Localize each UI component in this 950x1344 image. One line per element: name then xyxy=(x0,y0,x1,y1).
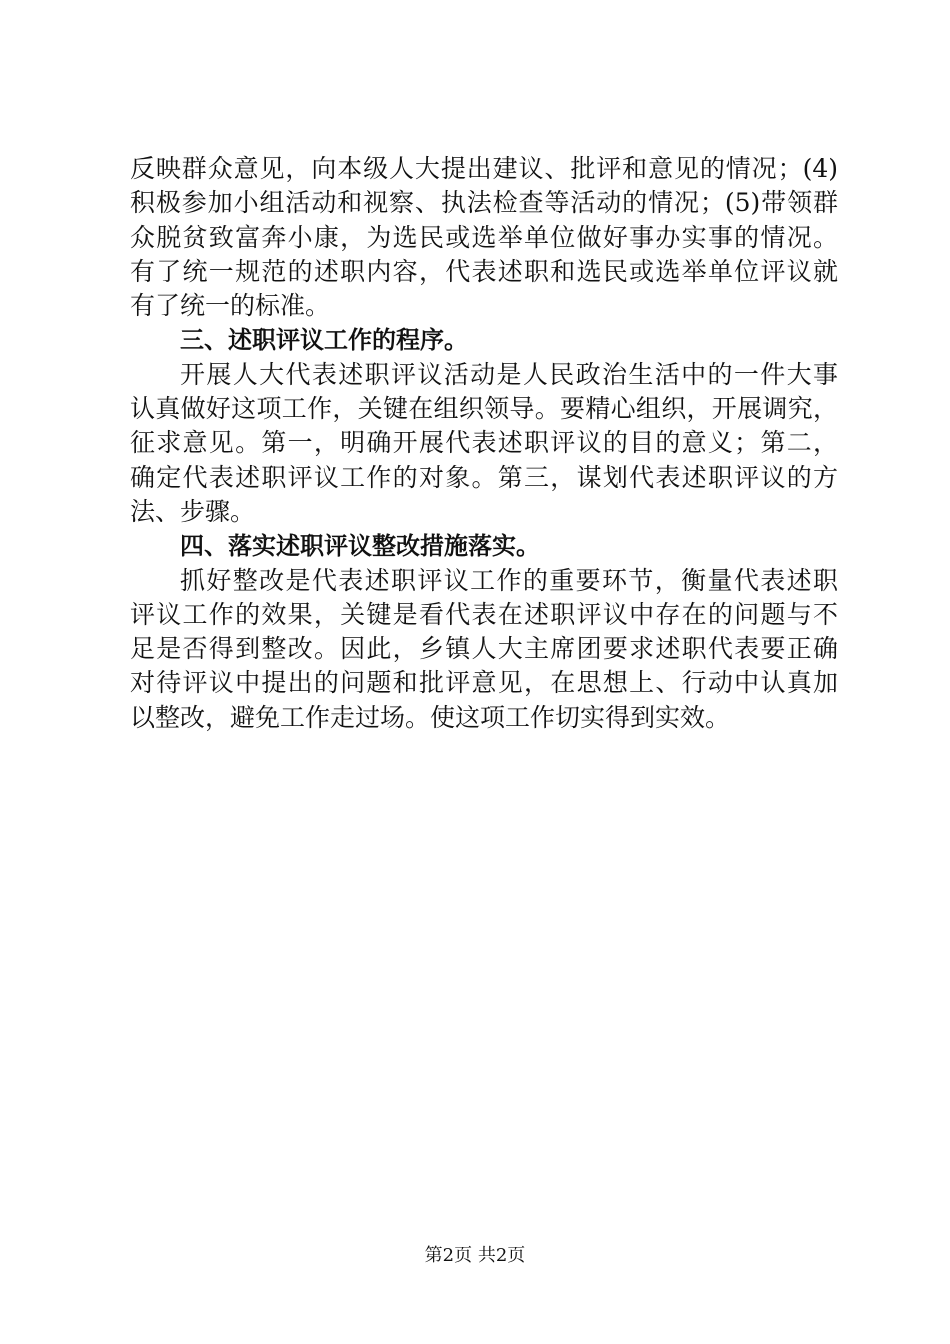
body-line: 开展人大代表述职评议活动是人民政治生活中的一件大事 xyxy=(180,359,838,389)
section-heading-3: 三、述职评议工作的程序。 xyxy=(180,326,468,355)
body-line: 认真做好这项工作，关键在组织领导。要精心组织，开展调究， xyxy=(130,394,838,424)
body-line: 法、步骤。 xyxy=(130,496,256,526)
body-line: 足是否得到整改。因此，乡镇人大主席团要求述职代表要正确 xyxy=(130,634,838,664)
body-line: 抓好整改是代表述职评议工作的重要环节，衡量代表述职 xyxy=(180,565,838,595)
body-line: 征求意见。第一，明确开展代表述职评议的目的意义；第二， xyxy=(130,428,838,458)
body-line: 对待评议中提出的问题和批评意见，在思想上、行动中认真加 xyxy=(130,668,838,698)
body-line: 有了统一规范的述职内容，代表述职和选民或选举单位评议就 xyxy=(130,256,838,286)
body-line: 确定代表述职评议工作的对象。第三，谋划代表述职评议的方 xyxy=(130,462,838,492)
body-line: 反映群众意见，向本级人大提出建议、批评和意见的情况；(4) xyxy=(130,154,838,183)
body-line: 评议工作的效果，关键是看代表在述职评议中存在的问题与不 xyxy=(130,599,838,629)
body-line: 以整改，避免工作走过场。使这项工作切实得到实效。 xyxy=(130,702,731,732)
section-heading-4: 四、落实述职评议整改措施落实。 xyxy=(180,532,540,561)
page-number-footer: 第2页 共2页 xyxy=(424,1245,526,1266)
body-line: 积极参加小组活动和视察、执法检查等活动的情况；(5)带领群 xyxy=(130,188,838,218)
document-body xyxy=(130,152,838,735)
body-line: 众脱贫致富奔小康，为选民或选举单位做好事办实事的情况。 xyxy=(130,222,838,252)
body-line: 有了统一的标准。 xyxy=(130,291,331,321)
